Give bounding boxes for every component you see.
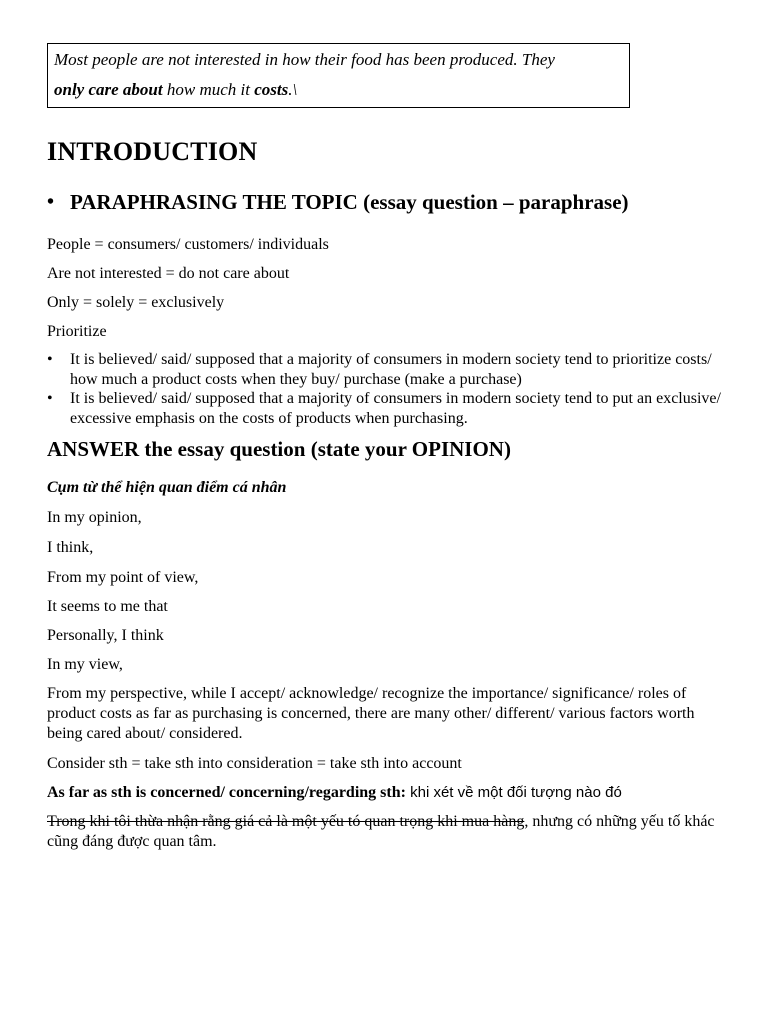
bullet-icon: • (47, 191, 55, 213)
list-item (47, 389, 727, 428)
vocab-line: People = consumers/ customers/ individuals (47, 236, 329, 253)
paraphrase-list (47, 350, 727, 428)
topic-text-part3: .\ (288, 80, 298, 99)
opinion-phrase: It seems to me that (47, 598, 168, 615)
answer-heading: ANSWER the essay question (state your OPINION) (47, 437, 511, 461)
opinion-phrase: In my view, (47, 656, 123, 673)
opinion-phrase: In my opinion, (47, 509, 142, 526)
vietnamese-strikethrough: Trong khi tôi thừa nhận rằng giá cả là một yếu tó quan trọng khi mua hàng (47, 813, 525, 830)
vietnamese-line (47, 812, 727, 852)
list-item (47, 350, 727, 389)
opinion-phrase: Personally, I think (47, 627, 164, 644)
as-far-rest: khi xét về một đối tượng nào đó (405, 784, 622, 801)
topic-text-part1: Most people are not interested in how their food has been produced. They (54, 50, 555, 69)
paraphrase-heading-item (47, 189, 727, 215)
consider-line: Consider sth = take sth into consideration = take sth into account (47, 755, 462, 772)
vocab-line: Prioritize (47, 323, 107, 340)
as-far-bold: As far as sth is concerned/ concerning/regarding sth: (47, 784, 406, 801)
list-item-text: It is believed/ said/ supposed that a majority of consumers in modern society tend to put an exclusive/ excessive emphasis on the costs of products when purchasing. (70, 390, 721, 427)
opinion-phrase: I think, (47, 539, 94, 556)
intro-heading: INTRODUCTION (47, 137, 258, 166)
bullet-icon: • (47, 351, 53, 368)
vocab-line: Only = solely = exclusively (47, 294, 225, 311)
paraphrase-heading: PARAPHRASING THE TOPIC (essay question – paraphrase) (70, 190, 629, 214)
as-far-line (47, 783, 727, 803)
opinion-phrase: From my point of view, (47, 569, 199, 586)
topic-box (47, 43, 630, 108)
topic-text-part2: how much it (162, 80, 255, 99)
bullet-icon: • (47, 390, 53, 407)
opinion-label: Cụm từ thể hiện quan điểm cá nhân (47, 479, 287, 496)
vietnamese-rest: , nhưng có những yếu tố khác cũng đáng được quan tâm. (47, 813, 715, 850)
topic-bold-costs: costs (254, 80, 289, 99)
topic-bold-only-care: only care about (54, 80, 163, 99)
vocab-line: Are not interested = do not care about (47, 265, 290, 282)
list-item-text: It is believed/ said/ supposed that a majority of consumers in modern society tend to prioritize costs/ how much a product costs when they buy/ purchase (make a purchase) (70, 351, 712, 388)
perspective-paragraph: From my perspective, while I accept/ acknowledge/ recognize the importance/ significance/ roles of product costs as far as purchasing is concerned, there are many other/ different/ various factors worth being cared about/ considered. (47, 685, 695, 742)
document-page (47, 43, 727, 852)
